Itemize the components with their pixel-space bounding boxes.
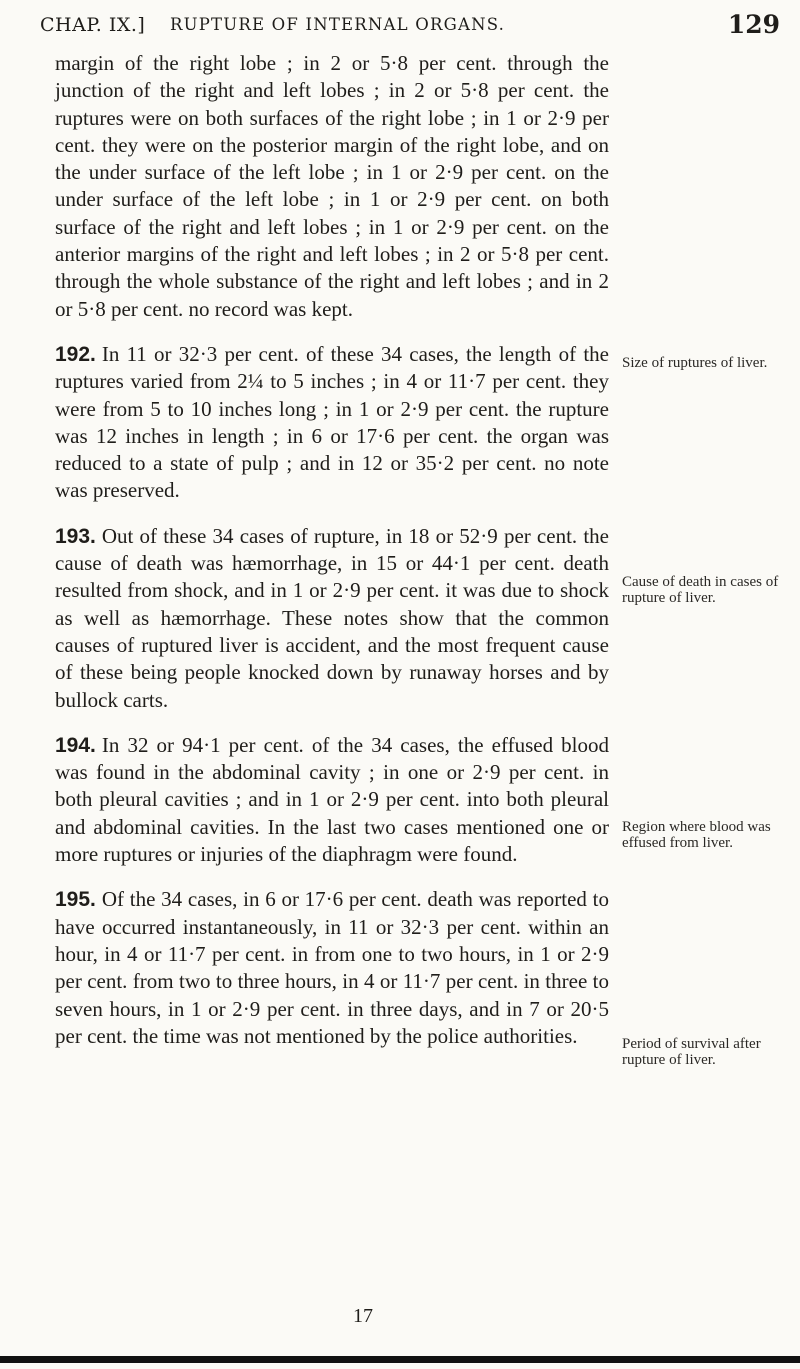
paragraph-number: 192. (55, 342, 96, 366)
sidenote-period-of-survival: Period of survival after rupture of liver. (622, 1036, 761, 1068)
paragraph-195 (55, 886, 609, 1050)
paragraph-text: margin of the right lobe ; in 2 or 5·8 per cent. through the junction of the right and left lobes ; in 2 or 5·8 per cent. the ruptures were on both surfaces of the right lobe ; in 1 or 2·9 per cent. they were on the posterior margin of the right lobe, and on the under surface of the left lobe ; in 1 or 2·9 per cent. on the under surface of the left lobe ; in 1 or 2·9 per cent. on both surface of the right and left lobes ; in 1 or 2·9 per cent. on the anterior margins of the right and left lobes ; in 2 or 5·8 per cent. through the whole substance of the right and left lobes ; and in 2 or 5·8 per cent. no record was kept. (55, 51, 609, 321)
bottom-border (0, 1356, 800, 1363)
signature-mark: 17 (353, 1305, 373, 1327)
page-number: 129 (727, 10, 780, 39)
sidenote-size-of-ruptures: Size of ruptures of liver. (622, 355, 768, 371)
sidenote-region-effused: Region where blood was effused from liver. (622, 819, 771, 851)
chapter-marker: CHAP. IX.] (40, 14, 146, 36)
paragraph-text: In 32 or 94·1 per cent. of the 34 cases, the effused blood was found in the abdominal cavity ; in one or 2·9 per cent. in both pleural cavities ; and in 1 or 2·9 per cent. into both pleural and abdominal cavities. In the last two cases mentioned one or more ruptures or injuries of the diaphragm were found. (55, 732, 609, 867)
running-head (40, 10, 780, 42)
body-text (55, 50, 609, 1050)
paragraph-number: 195. (55, 888, 96, 912)
paragraph-text: Of the 34 cases, in 6 or 17·6 per cent. death was reported to have occurred instantaneously, in 11 or 32·3 per cent. within an hour, in 4 or 11·7 per cent. in from one to two hours, in 1 or 2·9 per cent. from two to three hours, in 4 or 11·7 per cent. in three to seven hours, in 1 or 2·9 per cent. in three days, and in 7 or 20·5 per cent. the time was not mentioned by the police authorities. (55, 887, 609, 1048)
paragraph-text: Out of these 34 cases of rupture, in 18 or 52·9 per cent. the cause of death was hæmorrhage, in 15 or 44·1 per cent. death resulted from shock, and in 1 or 2·9 per cent. it was due to shock as well as hæmorrhage. These notes show that the common causes of ruptured liver is accident, and the most frequent cause of these being people knocked down by runaway horses and by bullock carts. (55, 523, 609, 712)
paragraph-number: 193. (55, 524, 96, 548)
paragraph-193 (55, 523, 609, 714)
paragraph-194 (55, 732, 609, 868)
paragraph-192 (55, 341, 609, 505)
paragraph-text: In 11 or 32·3 per cent. of these 34 cases, the length of the ruptures varied from 2¼ to 5 inches ; in 4 or 11·7 per cent. they were from 5 to 10 inches long ; in 1 or 2·9 per cent. the rupture was 12 inches in length ; in 6 or 17·6 per cent. the organ was reduced to a state of pulp ; and in 12 or 35·2 per cent. no note was preserved. (55, 341, 609, 503)
sidenote-cause-of-death: Cause of death in cases of rupture of liver. (622, 574, 779, 606)
paragraph-continued (55, 50, 609, 323)
paragraph-number: 194. (55, 733, 96, 757)
running-title: RUPTURE OF INTERNAL ORGANS. (170, 15, 506, 34)
